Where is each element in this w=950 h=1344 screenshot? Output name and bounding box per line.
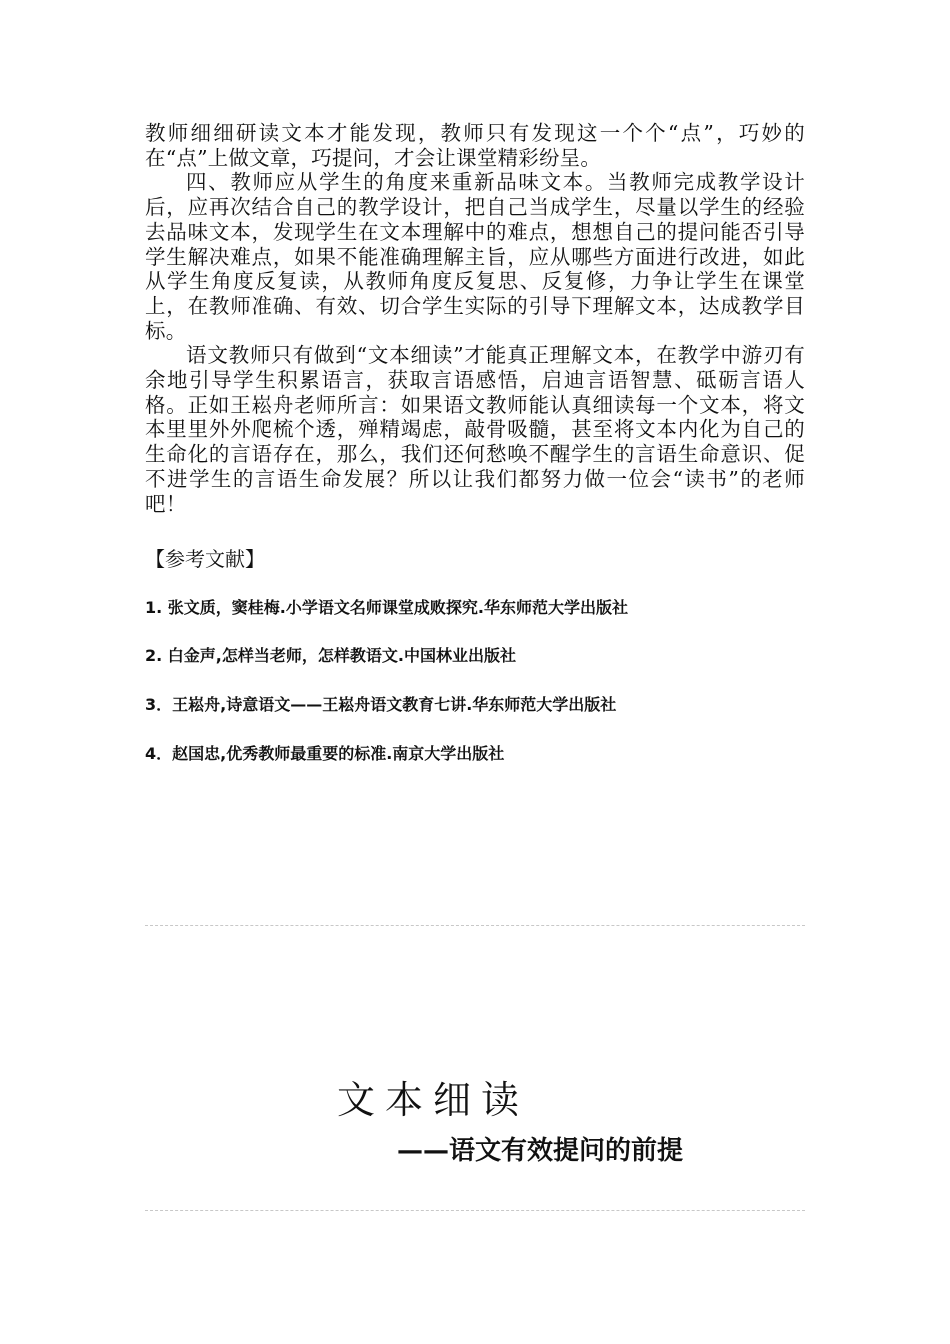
- references-heading: 【参考文献】: [145, 547, 265, 571]
- reference-item: 1. 张文质，窦桂梅.小学语文名师课堂成败探究.华东师范大学出版社: [145, 598, 628, 617]
- body-text: [145, 121, 805, 516]
- reference-item: 3．王崧舟,诗意语文——王崧舟语文教育七讲.华东师范大学出版社: [145, 695, 617, 714]
- paragraph: 四、教师应从学生的角度来重新品味文本。当教师完成教学设计后，应再次结合自己的教学设计，把自己当成学生，尽量以学生的经验去品味文本，发现学生在文本理解中的难点，想想自己的提问能否引导学生解决难点，如果不能准确理解主旨，应从哪些方面进行改进，如此从学生角度反复读，从教师角度反复思、反复修，力争让学生在课堂上，在教师准确、有效、切合学生实际的引导下理解文本，达成教学目标。: [145, 170, 805, 343]
- section-divider: [145, 1210, 805, 1211]
- article-subtitle: ——语文有效提问的前提: [397, 1136, 684, 1166]
- reference-item: 4．赵国忠,优秀教师最重要的标准.南京大学出版社: [145, 744, 505, 763]
- paragraph: 教师细细研读文本才能发现，教师只有发现这一个个“点”，巧妙的在“点”上做文章，巧提问，才会让课堂精彩纷呈。: [145, 121, 805, 170]
- reference-item: 2. 白金声,怎样当老师，怎样教语文.中国林业出版社: [145, 646, 516, 665]
- section-divider: [145, 925, 805, 926]
- paragraph: 语文教师只有做到“文本细读”才能真正理解文本，在教学中游刃有余地引导学生积累语言，获取言语感悟，启迪言语智慧、砥砺言语人格。正如王崧舟老师所言：如果语文教师能认真细读每一个文本，将文本里里外外爬梳个透，殚精竭虑，敲骨吸髓，甚至将文本内化为自己的生命化的言语存在，那么，我们还何愁唤不醒学生的言语生命意识、促不进学生的言语生命发展？所以让我们都努力做一位会“读书”的老师吧！: [145, 343, 805, 516]
- article-title: 文本细读: [337, 1078, 530, 1122]
